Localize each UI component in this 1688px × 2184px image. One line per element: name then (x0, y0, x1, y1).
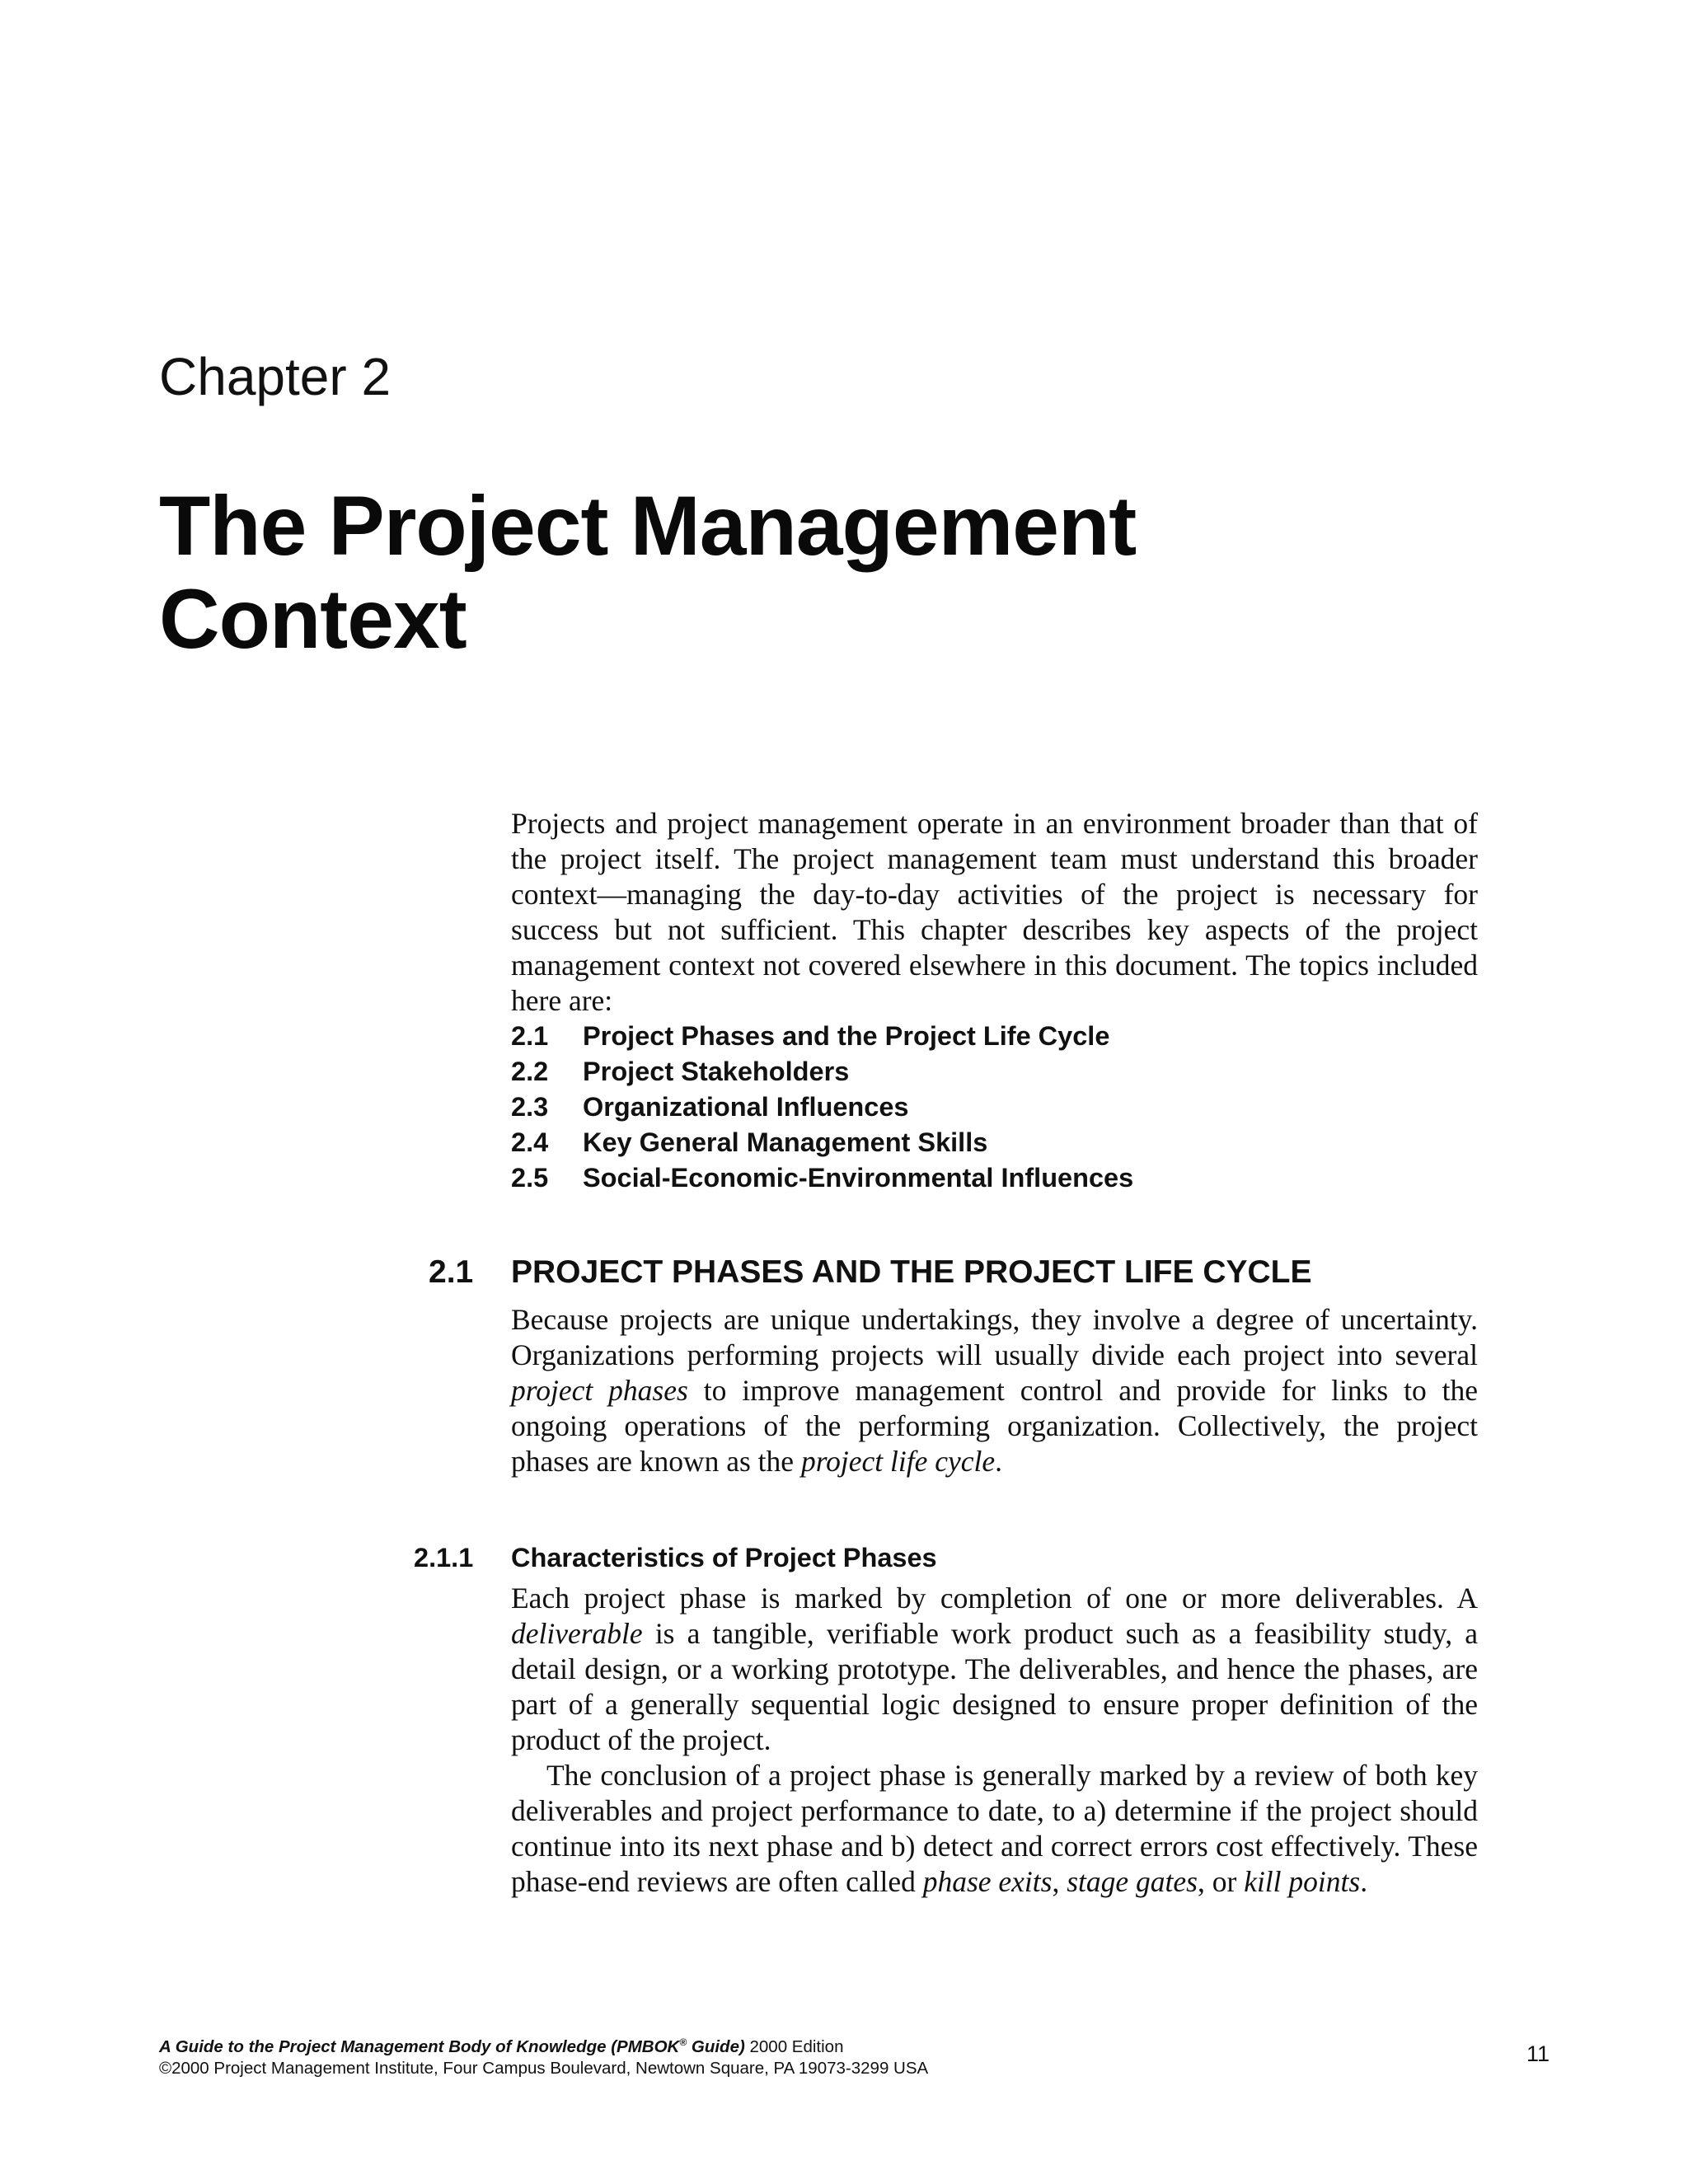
term-kill-points: kill points (1244, 1865, 1361, 1898)
registered-mark: ® (679, 2036, 687, 2048)
topic-label: Project Stakeholders (583, 1057, 850, 1086)
topic-item (511, 1125, 1478, 1160)
topic-number: 2.2 (511, 1057, 549, 1086)
page-number: 11 (1526, 2041, 1550, 2066)
section-paragraph (511, 1302, 1478, 1479)
section-body (511, 1302, 1478, 1479)
text-run: A Guide to the Project Management Body of Knowledge (PMBOK (159, 2036, 680, 2056)
text-run: is a tangible, verifiable work product such as a feasibility study, a detail design, or a working prototype. The deliverables, and hence the phases, are part of a generally sequential logic designed to ensure proper definition of the product of the project. (511, 1617, 1478, 1756)
subsection-heading (414, 1540, 937, 1576)
intro-paragraph: Projects and project management operate in an environment broader than that of the project itself. The project management team must understand this broader context—managing the day-to-day activities of the project is necessary for success but not sufficient. This chapter describes key aspects of the project management context not covered elsewhere in this document. The topics included here are: (511, 807, 1478, 1017)
subsection-paragraph-2 (511, 1758, 1478, 1900)
section-title: PROJECT PHASES AND THE PROJECT LIFE CYCLE (511, 1254, 1312, 1290)
topic-number: 2.3 (511, 1092, 549, 1122)
topic-label: Project Phases and the Project Life Cycle (583, 1021, 1110, 1051)
topic-label: Key General Management Skills (583, 1127, 988, 1157)
chapter-intro (511, 806, 1478, 1196)
term-stage-gates: stage gates (1067, 1865, 1198, 1898)
topic-item (511, 1054, 1478, 1090)
section-heading (429, 1249, 1312, 1296)
term-phase-exits: phase exits (922, 1865, 1053, 1898)
text-run: to improve management control and provide for links to the ongoing operations of the performing organization. Collectively, the project phases are known as the (511, 1374, 1479, 1478)
text-run: . (995, 1445, 1003, 1478)
footer-book-line (159, 2032, 928, 2058)
text-run: . (1360, 1865, 1368, 1898)
text-run: Guide) (687, 2036, 745, 2056)
term-project-phases: project phases (511, 1374, 688, 1407)
topics-list (511, 1019, 1478, 1196)
topic-number: 2.5 (511, 1163, 549, 1193)
chapter-title-line-2: Context (159, 572, 467, 666)
topic-number: 2.4 (511, 1127, 549, 1157)
text-run: Because projects are unique undertakings, they involve a degree of uncertainty. Organizations performing projects will usually divide each project into several (511, 1303, 1478, 1371)
footer-edition: 2000 Edition (744, 2036, 844, 2056)
topic-item (511, 1090, 1478, 1125)
term-deliverable: deliverable (511, 1617, 643, 1650)
chapter-label: Chapter 2 (159, 347, 392, 406)
topic-number: 2.1 (511, 1021, 549, 1051)
subsection-paragraph-1 (511, 1581, 1478, 1758)
text-run: The conclusion of a project phase is generally marked by a review of both key deliverables and project performance to date, to a) determine if the project should continue into its next phase and b) detect and correct errors cost effectively. These phase-end reviews are often called (511, 1759, 1478, 1898)
subsection-body (511, 1581, 1478, 1900)
subsection-title: Characteristics of Project Phases (511, 1543, 937, 1572)
chapter-title-line-1: The Project Management (159, 479, 1137, 573)
topic-label: Social-Economic-Environmental Influences (583, 1163, 1134, 1193)
topic-item (511, 1160, 1478, 1196)
topic-item (511, 1019, 1478, 1054)
term-project-life-cycle: project life cycle (800, 1445, 996, 1478)
text-run: Each project phase is marked by completion of one or more deliverables. A (511, 1582, 1478, 1615)
footer-copyright: ©2000 Project Management Institute, Four Campus Boulevard, Newtown Square, PA 19073-3299 USA (159, 2058, 929, 2078)
page-footer (159, 2032, 928, 2079)
subsection-number: 2.1.1 (414, 1543, 474, 1572)
section-number: 2.1 (429, 1254, 474, 1290)
text-run: , or (1197, 1865, 1245, 1898)
footer-book-title (159, 2037, 745, 2056)
topic-label: Organizational Influences (583, 1092, 909, 1122)
text-run: , (1052, 1865, 1067, 1898)
chapter-title (159, 480, 1395, 666)
